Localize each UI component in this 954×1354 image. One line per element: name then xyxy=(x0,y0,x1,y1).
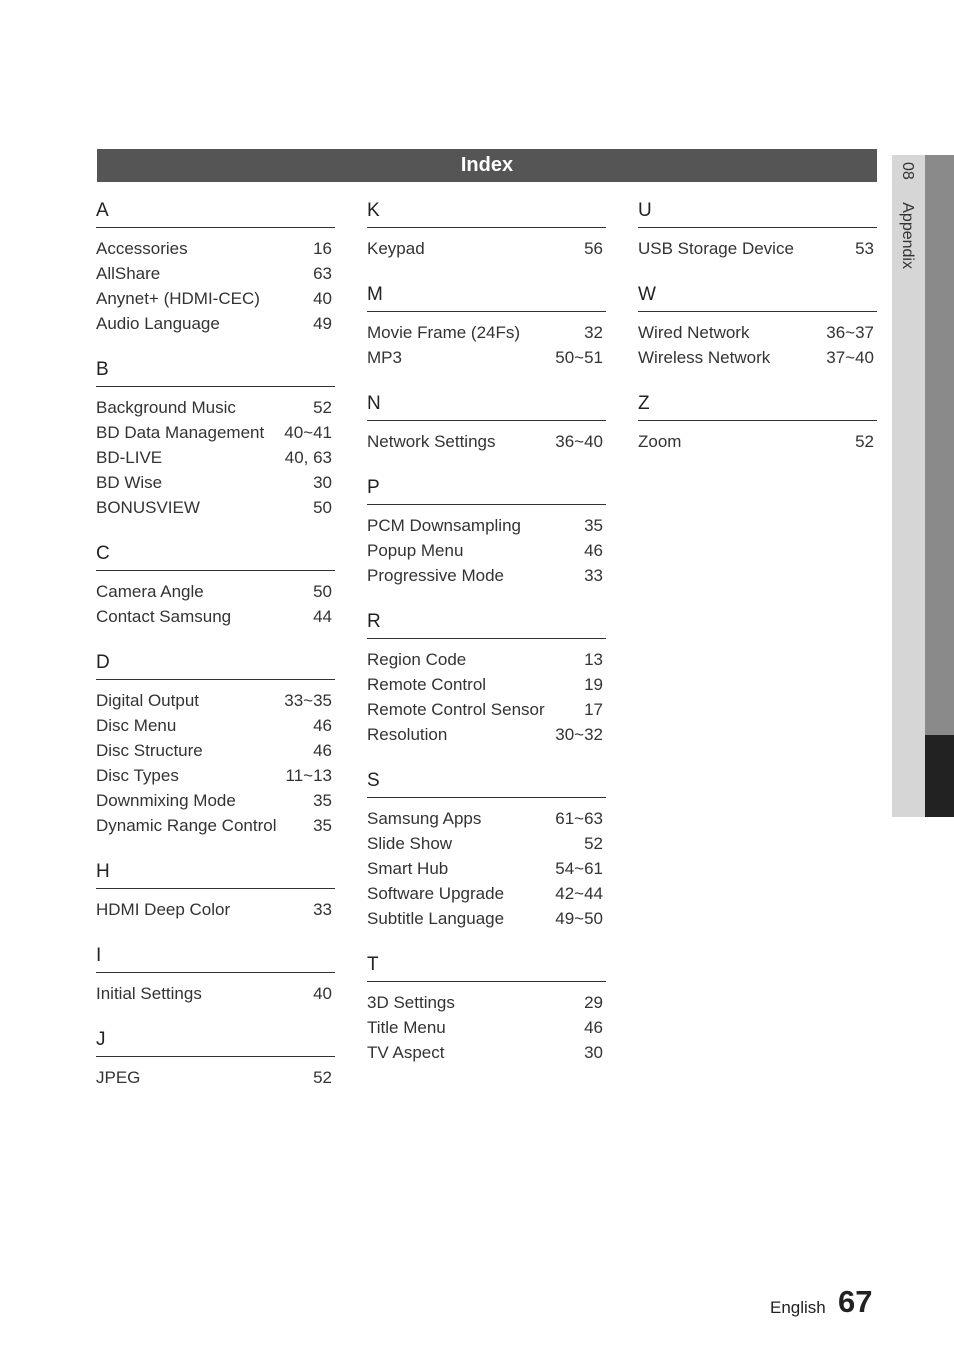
index-entry xyxy=(96,236,335,261)
index-divider xyxy=(367,227,606,228)
index-entry-pages: 13 xyxy=(584,650,603,669)
index-entry-pages: 37~40 xyxy=(826,348,874,367)
index-entry-term: Samsung Apps xyxy=(367,809,482,828)
index-entry-term: Digital Output xyxy=(96,691,199,710)
index-entry-list xyxy=(367,320,606,370)
index-entry-pages: 49 xyxy=(313,314,332,333)
index-divider xyxy=(96,227,335,228)
index-entry-list xyxy=(96,688,335,838)
index-entry-list xyxy=(367,513,606,588)
index-entry-pages: 36~37 xyxy=(826,323,874,342)
index-letter-heading: Z xyxy=(638,393,650,414)
index-entry-term: Anynet+ (HDMI-CEC) xyxy=(96,289,260,308)
index-divider xyxy=(96,972,335,973)
index-group-a xyxy=(96,200,335,336)
index-letter-heading: B xyxy=(96,359,109,380)
index-letter-heading: N xyxy=(367,393,381,414)
index-entry-list xyxy=(367,647,606,747)
page-number: 67 xyxy=(838,1284,873,1319)
index-entry-term: Camera Angle xyxy=(96,582,204,601)
index-group-d xyxy=(96,652,335,838)
index-entry-term: Disc Structure xyxy=(96,741,203,760)
index-entry-pages: 30 xyxy=(313,473,332,492)
index-entry-pages: 30 xyxy=(584,1043,603,1062)
index-entry-term: HDMI Deep Color xyxy=(96,900,231,919)
index-entry xyxy=(367,856,606,881)
index-letter-heading: M xyxy=(367,284,383,305)
index-entry-list xyxy=(367,429,606,454)
index-entry-term: BD Wise xyxy=(96,473,163,492)
index-entry xyxy=(96,763,335,788)
index-column-1 xyxy=(96,200,335,1113)
index-group-z xyxy=(638,393,877,454)
index-letter-heading: W xyxy=(638,284,656,305)
index-letter-heading: P xyxy=(367,477,380,498)
index-entry-term: Software Upgrade xyxy=(367,884,505,903)
index-entry xyxy=(367,722,606,747)
index-entry-term: BD Data Management xyxy=(96,423,265,442)
index-entry-term: Disc Types xyxy=(96,766,179,785)
index-entry-list xyxy=(96,1065,335,1090)
index-entry xyxy=(96,445,335,470)
index-entry-term: Disc Menu xyxy=(96,716,177,735)
side-tab-bar-grey xyxy=(925,155,954,735)
chapter-number: 08 xyxy=(899,162,916,180)
index-entry-term: PCM Downsampling xyxy=(367,516,521,535)
index-entry-pages: 46 xyxy=(584,1018,603,1037)
chapter-label xyxy=(898,162,916,269)
index-entry-pages: 40 xyxy=(313,984,332,1003)
index-divider xyxy=(367,638,606,639)
index-entry-term: Contact Samsung xyxy=(96,607,232,626)
index-entry-term: JPEG xyxy=(96,1068,141,1087)
index-entry-pages: 35 xyxy=(313,816,332,835)
index-group-i xyxy=(96,945,335,1006)
index-letter-heading: J xyxy=(96,1029,106,1050)
index-entry-pages: 19 xyxy=(584,675,603,694)
index-entry-pages: 52 xyxy=(313,398,332,417)
index-entry xyxy=(96,579,335,604)
index-entry-term: Subtitle Language xyxy=(367,909,505,928)
index-entry-pages: 29 xyxy=(584,993,603,1012)
index-group-r xyxy=(367,611,606,747)
index-entry-pages: 46 xyxy=(313,716,332,735)
index-entry xyxy=(367,831,606,856)
index-entry-list xyxy=(638,236,877,261)
index-entry xyxy=(638,345,877,370)
index-letter-heading: C xyxy=(96,543,110,564)
index-entry-pages: 33 xyxy=(313,900,332,919)
index-divider xyxy=(96,386,335,387)
index-entry-term: Region Code xyxy=(367,650,467,669)
index-entry-pages: 35 xyxy=(313,791,332,810)
index-entry-term: Dynamic Range Control xyxy=(96,816,277,835)
index-entry-term: Progressive Mode xyxy=(367,566,505,585)
index-entry-pages: 50 xyxy=(313,498,332,517)
index-group-w xyxy=(638,284,877,370)
index-letter-heading: S xyxy=(367,770,380,791)
index-entry-list xyxy=(96,579,335,629)
index-group-c xyxy=(96,543,335,629)
index-entry xyxy=(638,236,877,261)
index-entry-pages: 49~50 xyxy=(555,909,603,928)
chapter-name: Appendix xyxy=(899,202,916,269)
index-entry-term: Remote Control xyxy=(367,675,487,694)
index-letter-heading: T xyxy=(367,954,379,975)
index-group-b xyxy=(96,359,335,520)
index-entry xyxy=(638,320,877,345)
index-entry-pages: 32 xyxy=(584,323,603,342)
index-divider xyxy=(96,679,335,680)
index-entry-pages: 11~13 xyxy=(285,766,332,785)
index-entry xyxy=(367,320,606,345)
index-entry xyxy=(96,420,335,445)
index-letter-heading: D xyxy=(96,652,110,673)
index-entry-pages: 33~35 xyxy=(284,691,332,710)
index-entry-pages: 40 xyxy=(313,289,332,308)
index-entry xyxy=(367,672,606,697)
index-divider xyxy=(96,570,335,571)
index-group-k xyxy=(367,200,606,261)
index-divider xyxy=(96,1056,335,1057)
index-entry-term: Smart Hub xyxy=(367,859,449,878)
index-entry xyxy=(96,1065,335,1090)
index-entry-term: Remote Control Sensor xyxy=(367,700,545,719)
index-entry-term: TV Aspect xyxy=(367,1043,445,1062)
index-entry xyxy=(367,906,606,931)
index-entry-term: Background Music xyxy=(96,398,236,417)
index-entry-term: BONUSVIEW xyxy=(96,498,200,517)
index-entry xyxy=(367,990,606,1015)
index-entry xyxy=(96,286,335,311)
index-divider xyxy=(638,420,877,421)
index-entry xyxy=(96,813,335,838)
index-entry-term: Audio Language xyxy=(96,314,220,333)
index-entry xyxy=(367,1015,606,1040)
index-entry-pages: 42~44 xyxy=(555,884,603,903)
index-entry-term: USB Storage Device xyxy=(638,239,794,258)
index-letter-heading: H xyxy=(96,861,110,882)
index-entry-list xyxy=(367,990,606,1065)
index-entry xyxy=(96,495,335,520)
index-entry-list xyxy=(638,429,877,454)
index-divider xyxy=(367,311,606,312)
index-letter-heading: I xyxy=(96,945,102,966)
index-entry xyxy=(367,513,606,538)
index-entry-term: MP3 xyxy=(367,348,402,367)
index-entry-term: Downmixing Mode xyxy=(96,791,236,810)
index-entry-list xyxy=(367,806,606,931)
index-entry-pages: 33 xyxy=(584,566,603,585)
index-entry-pages: 50~51 xyxy=(555,348,603,367)
index-entry-pages: 40~41 xyxy=(284,423,332,442)
index-entry xyxy=(96,261,335,286)
index-entry-term: AllShare xyxy=(96,264,161,283)
index-entry xyxy=(96,713,335,738)
index-letter-heading: K xyxy=(367,200,380,221)
index-entry xyxy=(367,538,606,563)
index-entry-pages: 53 xyxy=(855,239,874,258)
index-entry-pages: 30~32 xyxy=(555,725,603,744)
index-entry-pages: 50 xyxy=(313,582,332,601)
footer-language: English xyxy=(770,1298,826,1317)
index-entry-term: Slide Show xyxy=(367,834,453,853)
index-entry-list xyxy=(96,981,335,1006)
index-group-u xyxy=(638,200,877,261)
index-column-2 xyxy=(367,200,606,1088)
index-group-t xyxy=(367,954,606,1065)
index-divider xyxy=(367,504,606,505)
index-entry xyxy=(96,897,335,922)
index-entry-pages: 17 xyxy=(584,700,603,719)
index-entry xyxy=(367,806,606,831)
index-entry xyxy=(96,470,335,495)
index-entry-pages: 52 xyxy=(313,1068,332,1087)
index-entry xyxy=(96,738,335,763)
index-entry-pages: 44 xyxy=(313,607,332,626)
index-entry-pages: 16 xyxy=(313,239,332,258)
index-entry-list xyxy=(96,395,335,520)
index-entry-term: Popup Menu xyxy=(367,541,464,560)
index-entry xyxy=(367,697,606,722)
index-entry xyxy=(367,429,606,454)
index-entry-pages: 36~40 xyxy=(555,432,603,451)
index-entry-term: Zoom xyxy=(638,432,682,451)
index-entry xyxy=(638,429,877,454)
index-title: Index xyxy=(97,149,877,182)
index-entry xyxy=(96,604,335,629)
index-entry-pages: 35 xyxy=(584,516,603,535)
index-entry-term: Initial Settings xyxy=(96,984,202,1003)
index-entry-list xyxy=(638,320,877,370)
index-divider xyxy=(638,311,877,312)
index-entry-term: 3D Settings xyxy=(367,993,455,1012)
index-entry-term: Network Settings xyxy=(367,432,496,451)
index-entry xyxy=(367,345,606,370)
index-entry-list xyxy=(367,236,606,261)
index-entry-list xyxy=(96,236,335,336)
index-group-m xyxy=(367,284,606,370)
index-entry-term: Wired Network xyxy=(638,323,750,342)
index-entry-pages: 46 xyxy=(313,741,332,760)
index-entry xyxy=(367,236,606,261)
index-divider xyxy=(367,797,606,798)
index-letter-heading: A xyxy=(96,200,109,221)
index-entry-pages: 61~63 xyxy=(555,809,603,828)
index-entry-pages: 56 xyxy=(584,239,603,258)
index-entry xyxy=(96,688,335,713)
index-entry xyxy=(367,563,606,588)
index-entry-term: Resolution xyxy=(367,725,448,744)
index-group-p xyxy=(367,477,606,588)
index-column-3 xyxy=(638,200,877,477)
index-entry xyxy=(96,395,335,420)
index-entry xyxy=(367,881,606,906)
index-letter-heading: U xyxy=(638,200,652,221)
index-entry-pages: 54~61 xyxy=(555,859,603,878)
index-entry-term: Title Menu xyxy=(367,1018,446,1037)
index-entry xyxy=(96,788,335,813)
index-letter-heading: R xyxy=(367,611,381,632)
index-group-s xyxy=(367,770,606,931)
index-entry-term: BD-LIVE xyxy=(96,448,163,467)
index-group-j xyxy=(96,1029,335,1090)
index-divider xyxy=(638,227,877,228)
index-entry-term: Wireless Network xyxy=(638,348,771,367)
index-entry-term: Keypad xyxy=(367,239,425,258)
index-divider xyxy=(367,420,606,421)
index-entry xyxy=(96,311,335,336)
index-entry xyxy=(96,981,335,1006)
index-entry xyxy=(367,1040,606,1065)
index-entry-pages: 63 xyxy=(313,264,332,283)
index-entry-term: Accessories xyxy=(96,239,188,258)
index-group-n xyxy=(367,393,606,454)
index-entry-pages: 52 xyxy=(855,432,874,451)
index-divider xyxy=(367,981,606,982)
index-entry-pages: 40, 63 xyxy=(284,448,332,467)
index-entry-pages: 46 xyxy=(584,541,603,560)
index-entry-term: Movie Frame (24Fs) xyxy=(367,323,521,342)
index-divider xyxy=(96,888,335,889)
index-entry-pages: 52 xyxy=(584,834,603,853)
side-tab-bar-black xyxy=(925,735,954,817)
index-entry-list xyxy=(96,897,335,922)
index-entry xyxy=(367,647,606,672)
index-group-h xyxy=(96,861,335,922)
